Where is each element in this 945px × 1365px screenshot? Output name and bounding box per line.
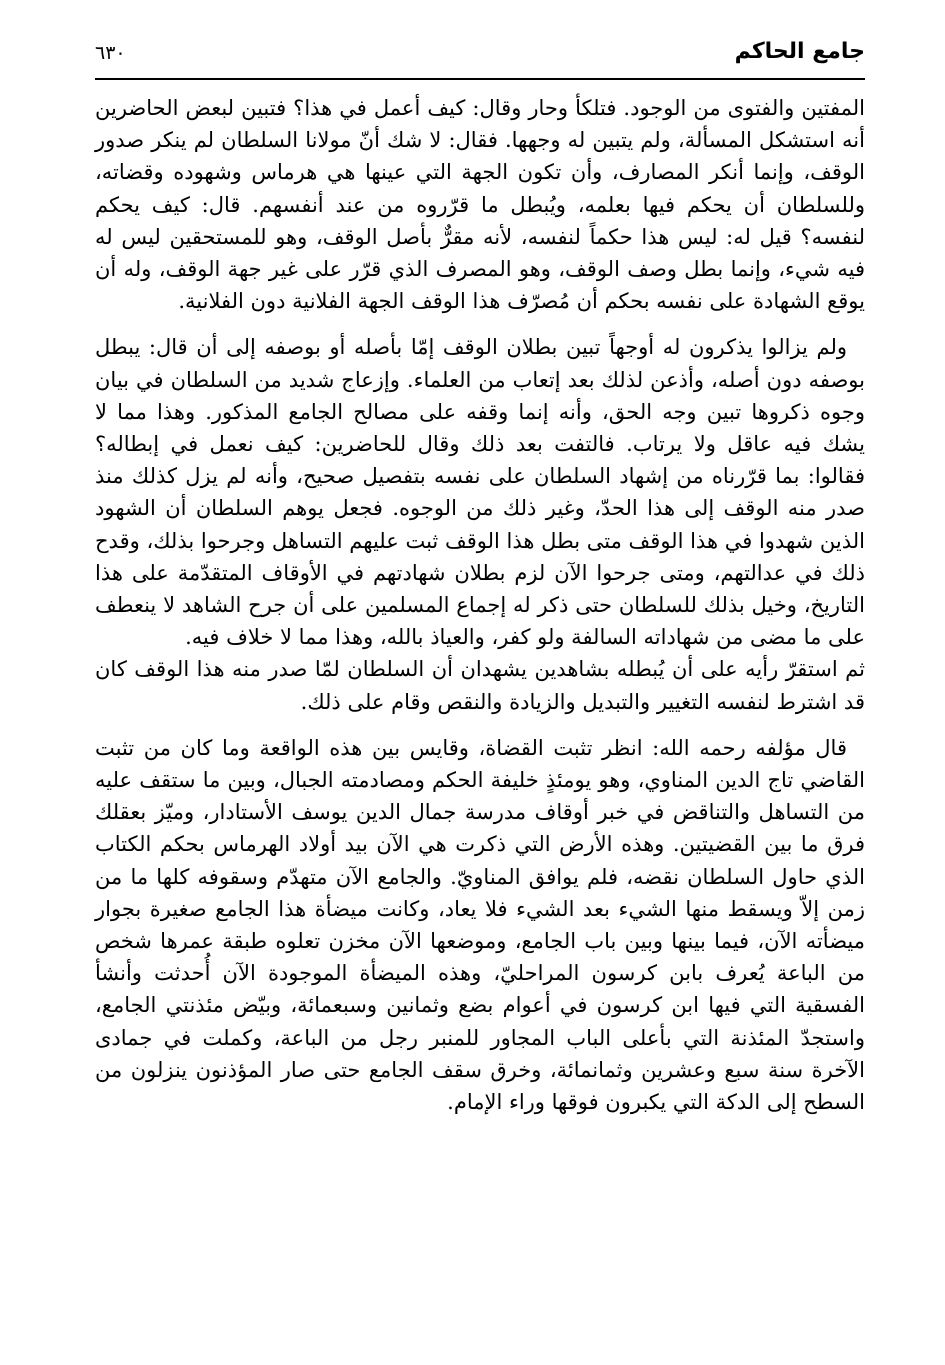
paragraph-2: ولم يزالوا يذكرون له أوجهاً تبين بطلان الوقف إمّا بأصله أو بوصفه إلى أن قال: يبطل بوصفه دون أصله، وأذعن لذلك بعد إتعاب من العلماء. وإزعاج شديد من السلطان في بيان وجوه ذكروها تبين وجه الحق، وأنه إنما وقفه على مصالح الجامع المذكور. وهذا مما لا يشك فيه عاقل ولا يرتاب. فالتفت بعد ذلك وقال للحاضرين: كيف نعمل في إبطاله؟ فقالوا: بما قرّرناه من إشهاد السلطان على نفسه بتفصيل صحيح، وأنه لم يزل كذلك منذ صدر منه الوقف إلى هذا الحدّ، وغير ذلك من الوجوه. فجعل يوهم السلطان أن الشهود الذين شهدوا في هذا الوقف متى بطل هذا الوقف ثبت عليهم التساهل وجرحوا بذلك، وقدح ذلك في عدالتهم، ومتى جرحوا الآن لزم بطلان شهادتهم في الأوقاف المتقدّمة على هذا التاريخ، وخيل بذلك للسلطان حتى ذكر له إجماع المسلمين على أن جرح الشاهد لا ينعطف على ما مضى من شهاداته السالفة ولو كفر، والعياذ بالله، وهذا مما لا خلاف فيه.	[95, 335, 865, 650]
running-title: جامع الحاكم	[734, 39, 865, 64]
paragraph-1: المفتين والفتوى من الوجود. فتلكأ وحار وقال: كيف أعمل في هذا؟ فتبين لبعض الحاضرين أنه استشكل المسألة، ولم يتبين له وجهها. فقال: لا شك أنّ مولانا السلطان لم ينكر صدور الوقف، وإنما أنكر المصارف، وأن تكون الجهة التي عينها هي هرماس وشهوده وقضاته، وللسلطان أن يحكم فيها بعلمه، ويُبطل ما قرّروه من عند أنفسهم. قال: كيف يحكم لنفسه؟ قيل له: ليس هذا حكماً لنفسه، لأنه مقرٌّ بأصل الوقف، وهو للمستحقين ليس له فيه شيء، وإنما بطل وصف الوقف، وهو المصرف الذي قرّر على غير جهة الوقف، وله أن يوقع الشهادة على نفسه بحكم أن مُصرّف هذا الوقف الجهة الفلانية دون الفلانية.	[95, 96, 865, 314]
header-divider	[95, 78, 865, 80]
paragraph-3: ثم استقرّ رأيه على أن يُبطله بشاهدين يشهدان أن السلطان لمّا صدر منه هذا الوقف كان قد اشترط لنفسه التغيير والتبديل والزيادة والنقص وقام على ذلك.	[95, 657, 865, 714]
paragraph-4: قال مؤلفه رحمه الله: انظر تثبت القضاة، وقايس بين هذه الواقعة وما كان من تثبت القاضي تاج الدين المناوي، وهو يومئذٍ خليفة الحكم ومصادمته الجبال، وبين ما ستقف عليه من التساهل والتناقض في خبر أوقاف مدرسة جمال الدين يوسف الأستادار، وميّز بعقلك فرق ما بين القضيتين. وهذه الأرض التي ذكرت هي الآن بيد أولاد الهرماس بحكم الكتاب الذي حاول السلطان نقضه، فلم يوافق المناويّ. والجامع الآن متهدّم وسقوفه كلها ما من زمن إلاّ ويسقط منها الشيء بعد الشيء فلا يعاد، وكانت ميضأة هذا الجامع صغيرة بجوار ميضأته الآن، فيما بينها وبين باب الجامع، وموضعها الآن مخزن تعلوه طبقة عمرها شخص من الباعة يُعرف بابن كرسون المراحليّ، وهذه الميضأة الموجودة الآن أُحدثت وأنشأ الفسقية التي فيها ابن كرسون في أعوام بضع وثمانين وسبعمائة، وبيّض مئذنتي الجامع، واستجدّ المئذنة التي بأعلى الباب المجاور للمنبر رجل من الباعة، وكملت في جمادى الآخرة سنة سبع وعشرين وثمانمائة، وخرق سقف الجامع حتى صار المؤذنون ينزلون من السطح إلى الدكة التي يكبرون فوقها وراء الإمام.	[95, 735, 865, 1115]
page-body	[95, 92, 865, 1118]
page-number: ٦٣٠	[95, 42, 126, 64]
page-header	[95, 34, 865, 74]
